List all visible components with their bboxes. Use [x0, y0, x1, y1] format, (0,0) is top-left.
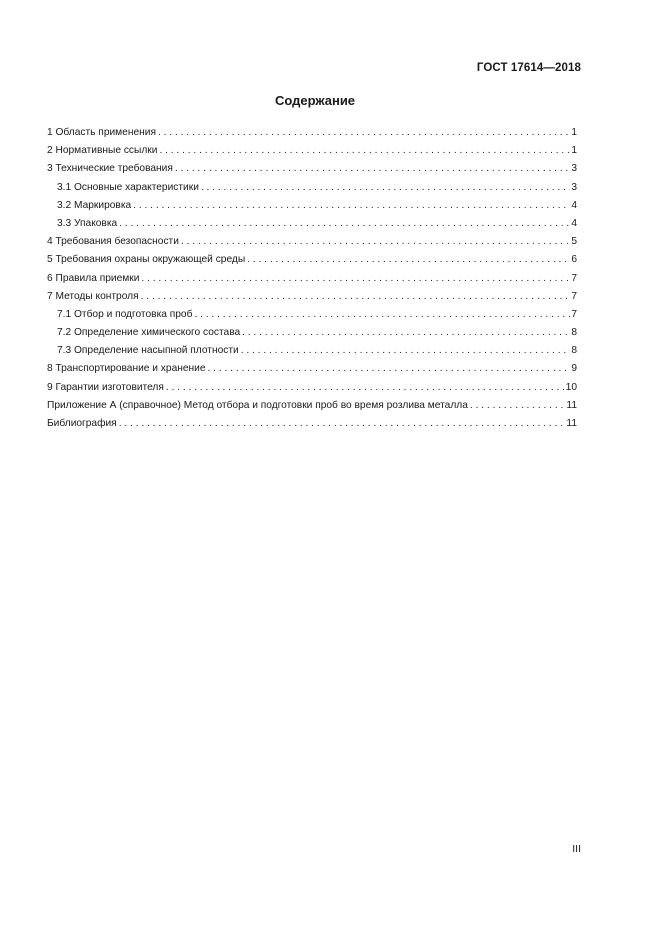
toc-entry-page: 7 [571, 290, 577, 302]
toc-dot-leader [158, 124, 570, 142]
toc-entry-label: 8 Транспортирование и хранение [47, 363, 206, 375]
toc-entry[interactable] [47, 124, 577, 142]
toc-entry[interactable] [47, 251, 577, 269]
toc-entry-page: 3 [571, 181, 577, 193]
toc-dot-leader [181, 233, 570, 251]
toc-entry[interactable] [47, 233, 577, 251]
toc-dot-leader [470, 397, 566, 415]
toc-dot-leader [141, 270, 570, 288]
toc-entry-label: 3.1 Основные характеристики [57, 181, 199, 193]
toc-entry[interactable] [47, 179, 577, 197]
toc-entry[interactable] [47, 270, 577, 288]
toc-dot-leader [208, 360, 571, 378]
toc-entry-page: 1 [571, 145, 577, 157]
toc-entry-label: 5 Требования охраны окружающей среды [47, 254, 246, 266]
toc-entry-page: 9 [571, 363, 577, 375]
toc-entry[interactable] [47, 215, 577, 233]
toc-entry-page: 8 [571, 327, 577, 339]
toc-entry[interactable] [47, 306, 577, 324]
toc-entry[interactable] [47, 397, 577, 415]
toc-entry-label: 2 Нормативные ссылки [47, 145, 158, 157]
document-code: ГОСТ 17614—2018 [476, 62, 581, 74]
toc-entry[interactable] [47, 342, 577, 360]
toc-dot-leader [166, 379, 565, 397]
toc-entry-label: 7.2 Определение химического состава [57, 327, 241, 339]
toc-entry-page: 1 [571, 127, 577, 138]
toc-entry-page: 10 [565, 381, 577, 393]
toc-dot-leader [194, 306, 570, 324]
toc-entry[interactable] [47, 197, 577, 215]
toc-entry[interactable] [47, 360, 577, 378]
toc-title: Содержание [274, 93, 356, 108]
toc-entry-label: Приложение А (справочное) Метод отбора и подготовки проб во время розлива металла [47, 399, 468, 411]
toc-dot-leader [201, 179, 570, 197]
toc-entry[interactable] [47, 142, 577, 160]
toc-dot-leader [242, 324, 570, 342]
toc-entry[interactable] [47, 324, 577, 342]
toc-dot-leader [141, 288, 571, 306]
toc-entry-label: 9 Гарантии изготовителя [47, 381, 164, 393]
toc-entry-page: 11 [566, 418, 577, 429]
toc-dot-leader [241, 342, 571, 360]
toc-entry-page: 4 [571, 199, 577, 211]
toc-entry-label: 6 Правила приемки [47, 272, 140, 284]
toc-entry-page: 6 [571, 254, 577, 266]
table-of-contents [47, 124, 577, 433]
toc-entry-label: Библиография [47, 418, 117, 429]
toc-entry-page: 7 [571, 272, 577, 284]
toc-entry-label: 7.1 Отбор и подготовка проб [57, 308, 193, 320]
toc-dot-leader [175, 160, 570, 178]
toc-entry-page: 4 [571, 217, 577, 229]
toc-dot-leader [247, 251, 570, 269]
toc-dot-leader [119, 415, 566, 433]
toc-entry[interactable] [47, 415, 577, 433]
toc-entry-label: 1 Область применения [47, 127, 156, 138]
toc-entry[interactable] [47, 160, 577, 178]
toc-entry-label: 3.2 Маркировка [57, 199, 132, 211]
toc-entry[interactable] [47, 288, 577, 306]
toc-entry-page: 7 [571, 308, 577, 320]
toc-entry-label: 3 Технические требования [47, 163, 173, 175]
toc-entry-page: 11 [566, 399, 577, 411]
page-number: III [572, 843, 581, 855]
toc-entry-label: 4 Требования безопасности [47, 236, 179, 248]
toc-entry[interactable] [47, 379, 577, 397]
toc-entry-page: 5 [571, 236, 577, 248]
toc-entry-label: 7.3 Определение насыпной плотности [57, 345, 239, 357]
toc-entry-page: 3 [571, 163, 577, 175]
toc-dot-leader [133, 197, 570, 215]
toc-dot-leader [159, 142, 570, 160]
toc-entry-label: 7 Методы контроля [47, 290, 139, 302]
toc-entry-label: 3.3 Упаковка [57, 217, 118, 229]
toc-entry-page: 8 [571, 345, 577, 357]
toc-dot-leader [119, 215, 570, 233]
